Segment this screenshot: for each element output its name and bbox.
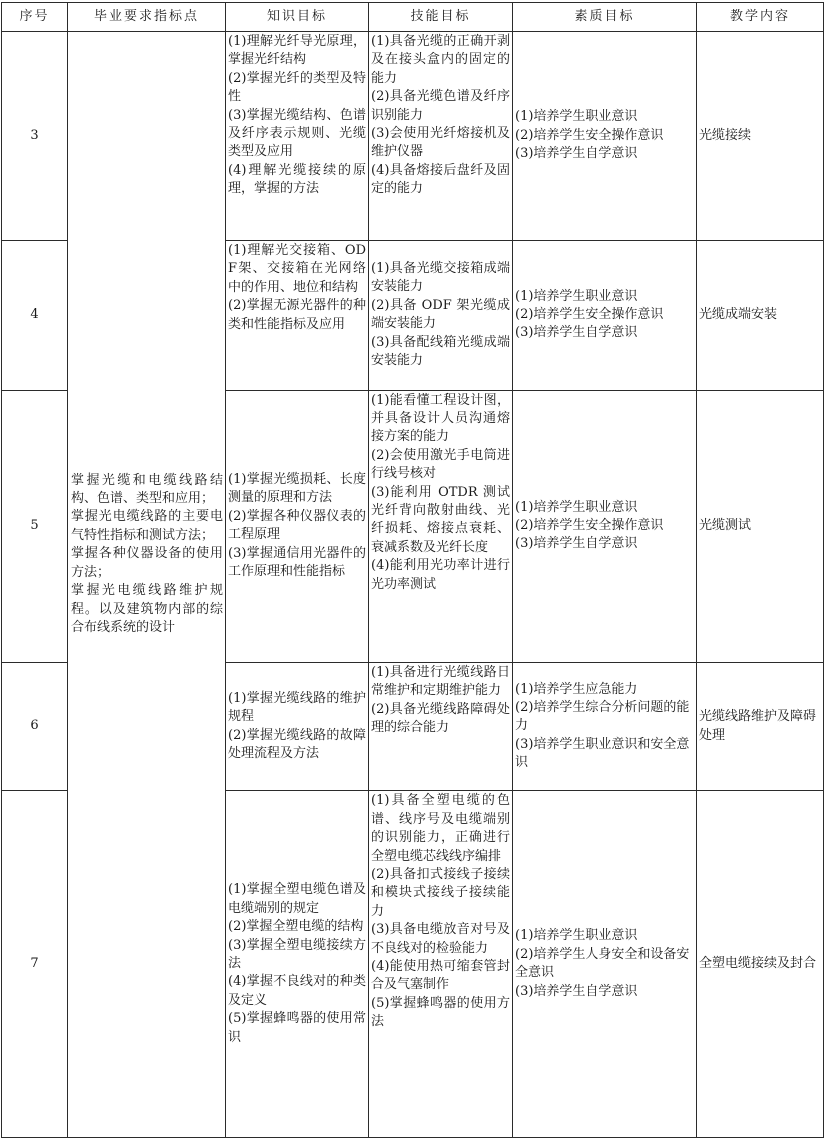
content-cell: 光缆线路维护及障碍处理 [697, 662, 824, 791]
seq-cell: 6 [2, 662, 68, 791]
skill-cell [369, 791, 513, 1138]
list-item: (2)培养学生安全操作意识 [515, 307, 664, 323]
list-item: (1)具备全塑电缆的色谱、线序号及电缆端别的识别能力，正确进行全塑电缆芯线线序编排 [371, 793, 510, 864]
list-item: (1)掌握光缆线路的维护规程 [228, 690, 366, 725]
content-cell: 全塑电缆接续及封合 [697, 791, 824, 1138]
list-item: (1)理解光纤导光原理，掌握光纤结构 [228, 34, 366, 68]
skill-cell [369, 32, 513, 241]
curriculum-table [1, 2, 824, 1138]
requirement-item: 掌握光缆和电缆线路结构、色谱、类型和应用； [71, 472, 223, 507]
header-knowledge: 知识目标 [226, 3, 369, 32]
list-item: (1)掌握光缆损耗、长度测量的原理和方法 [228, 472, 366, 506]
list-item: (3)培养学生职业意识和安全意识 [515, 736, 690, 771]
seq-cell: 7 [2, 791, 68, 1138]
list-item: (2)具备光缆线路障碍处理的综合能力 [371, 701, 510, 736]
header-quality: 素质目标 [513, 3, 697, 32]
knowledge-cell [226, 32, 369, 241]
header-seq: 序号 [2, 3, 68, 32]
list-item: (2)培养学生人身安全和设备安全意识 [515, 946, 690, 981]
knowledge-cell [226, 662, 369, 791]
requirement-item: 掌握光电缆线路的主要电气特性指标和测试方法； [71, 509, 223, 543]
list-item: (3)具备配线箱光缆成端安装能力 [371, 334, 510, 369]
list-item: (2)掌握各种仪器仪表的工程原理 [228, 508, 366, 543]
list-item: (3)掌握全塑电缆接续方法 [228, 937, 366, 971]
content-cell: 光缆测试 [697, 390, 824, 662]
header-row [2, 3, 824, 32]
list-item: (4)掌握不良线对的种类及定义 [228, 974, 366, 1008]
list-item: (3)培养学生自学意识 [515, 536, 638, 552]
list-item: (2)培养学生综合分析问题的能力 [515, 700, 690, 734]
list-item: (3)培养学生自学意识 [515, 325, 638, 341]
list-item: (1)培养学生职业意识 [515, 499, 638, 515]
list-item: (5)掌握蜂鸣器的使用常识 [228, 1011, 366, 1045]
list-item: (2)具备扣式接线子接续和模块式接线子接续能力 [371, 867, 510, 919]
list-item: (2)具备光缆色谱及纤序识别能力 [371, 89, 510, 123]
list-item: (3)掌握通信用光器件的工作原理和性能指标 [228, 545, 366, 580]
list-item: (1)掌握全塑电缆色谱及电缆端别的规定 [228, 882, 366, 916]
list-item: (1)培养学生职业意识 [515, 109, 638, 125]
list-item: (1)具备进行光缆线路日常维护和定期维护能力 [371, 664, 510, 699]
list-item: (3)培养学生自学意识 [515, 146, 638, 162]
list-item: (1)具备光缆交接箱成端安装能力 [371, 261, 510, 295]
list-item: (1)理解光交接箱、ODF架、交接箱在光网络中的作用、地位和结构 [228, 242, 366, 295]
list-item: (3)培养学生自学意识 [515, 983, 638, 999]
seq-cell: 3 [2, 32, 68, 241]
list-item: (2)培养学生安全操作意识 [515, 518, 664, 534]
list-item: (1)培养学生职业意识 [515, 288, 638, 304]
list-item: (4)具备熔接后盘纤及固定的能力 [371, 162, 510, 197]
list-item: (5)掌握蜂鸣器的使用方法 [371, 995, 510, 1030]
list-item: (3)掌握光缆结构、色谱及纤序表示规则、光缆类型及应用 [228, 107, 366, 160]
header-skill: 技能目标 [369, 3, 513, 32]
header-content: 教学内容 [697, 3, 824, 32]
list-item: (3)能利用 OTDR 测试光纤背向散射曲线、光纤损耗、熔接点衰耗、衰减系数及光纤长度 [371, 484, 510, 555]
quality-cell [513, 240, 697, 390]
list-item: (1)能看懂工程设计图，并具备设计人员沟通熔接方案的能力 [371, 392, 510, 445]
list-item: (4)理解光缆接续的原理，掌握的方法 [228, 162, 366, 197]
skill-cell [369, 390, 513, 662]
quality-cell [513, 662, 697, 791]
list-item: (2)具备 ODF 架光缆成端安装能力 [371, 297, 510, 332]
list-item: (2)掌握无源光器件的种类和性能指标及应用 [228, 298, 366, 332]
seq-cell: 4 [2, 240, 68, 390]
list-item: (4)能使用热可缩套管封合及气塞制作 [371, 959, 510, 993]
knowledge-cell [226, 240, 369, 390]
content-cell: 光缆接续 [697, 32, 824, 241]
seq-cell: 5 [2, 390, 68, 662]
list-item: (2)掌握光缆线路的故障处理流程及方法 [228, 727, 366, 762]
list-item: (2)掌握全塑电缆的结构 [228, 919, 364, 935]
skill-cell [369, 662, 513, 791]
list-item: (2)培养学生安全操作意识 [515, 127, 664, 143]
requirement-item: 掌握光电缆线路维护规程。以及建筑物内部的综合布线系统的设计 [71, 583, 223, 635]
list-item: (1)培养学生职业意识 [515, 928, 638, 944]
knowledge-cell [226, 390, 369, 662]
header-requirement: 毕业要求指标点 [68, 3, 226, 32]
requirement-cell [68, 32, 226, 1138]
list-item: (1)具备光缆的正确开剥及在接头盒内的固定的能力 [371, 34, 510, 86]
table-row [2, 32, 824, 241]
quality-cell [513, 791, 697, 1138]
knowledge-cell [226, 791, 369, 1138]
list-item: (2)掌握光纤的类型及特性 [228, 70, 366, 105]
requirement-item: 掌握各种仪器设备的使用方法； [71, 546, 223, 580]
list-item: (3)具备电缆放音对号及不良线对的检验能力 [371, 922, 510, 956]
quality-cell [513, 390, 697, 662]
content-cell: 光缆成端安装 [697, 240, 824, 390]
skill-cell [369, 240, 513, 390]
list-item: (4)能利用光功率计进行光功率测试 [371, 558, 510, 592]
list-item: (2)会使用激光手电筒进行线号核对 [371, 447, 510, 482]
list-item: (1)培养学生应急能力 [515, 681, 638, 697]
list-item: (3)会使用光纤熔接机及维护仪器 [371, 126, 510, 160]
quality-cell [513, 32, 697, 241]
